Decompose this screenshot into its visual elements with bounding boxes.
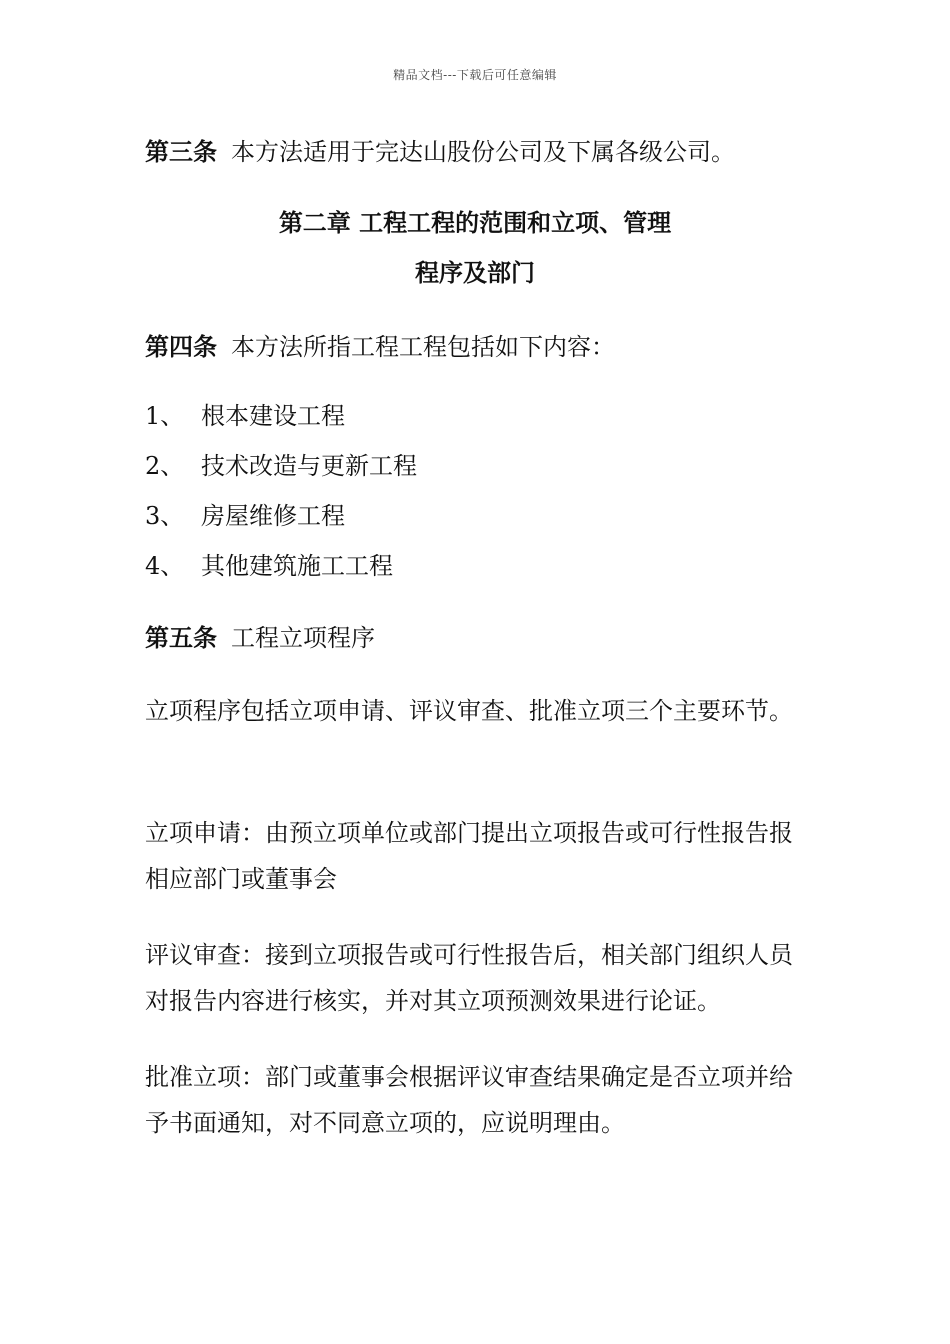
article-4-text: 本方法所指工程工程包括如下内容： xyxy=(231,333,615,361)
list-item xyxy=(145,450,417,482)
article-5-label: 第五条 xyxy=(145,623,217,652)
list-item xyxy=(145,500,345,532)
article-3-label: 第三条 xyxy=(145,137,217,166)
list-item xyxy=(145,400,345,432)
article-3-text: 本方法适用于完达山股份公司及下属各级公司。 xyxy=(231,138,735,166)
list-item-text: 房屋维修工程 xyxy=(201,502,345,530)
list-item-text: 根本建设工程 xyxy=(201,402,345,430)
list-item xyxy=(145,550,393,582)
paragraph-procedure: 立项程序包括立项申请、评议审查、批准立项三个主要环节。 xyxy=(145,697,793,725)
article-3 xyxy=(145,129,815,175)
paragraph-review: 评议审查：接到立项报告或可行性报告后，相关部门组织人员对报告内容进行核实，并对其立项预测效果进行论证。 xyxy=(145,941,793,1015)
article-4-label: 第四条 xyxy=(145,332,217,361)
chapter-2-title-line2: 程序及部门 xyxy=(415,258,535,287)
list-item-text: 技术改造与更新工程 xyxy=(201,452,417,480)
list-item-number: 2、 xyxy=(145,452,185,480)
chapter-2-title-line1: 第二章 工程工程的范围和立项、管理 xyxy=(278,208,672,237)
article-4 xyxy=(145,324,815,370)
list-item-text: 其他建筑施工工程 xyxy=(201,552,393,580)
list-item-number: 4、 xyxy=(145,552,185,580)
list-item-number: 3、 xyxy=(145,502,185,530)
article-5 xyxy=(145,615,815,661)
list-item-number: 1、 xyxy=(145,402,185,430)
article-5-text: 工程立项程序 xyxy=(231,624,375,652)
paragraph-application: 立项申请：由预立项单位或部门提出立项报告或可行性报告报相应部门或董事会 xyxy=(145,819,793,893)
page-header: 精品文档---下载后可任意编辑 xyxy=(393,68,557,82)
paragraph-approval: 批准立项：部门或董事会根据评议审查结果确定是否立项并给予书面通知，对不同意立项的，应说明理由。 xyxy=(145,1063,793,1137)
